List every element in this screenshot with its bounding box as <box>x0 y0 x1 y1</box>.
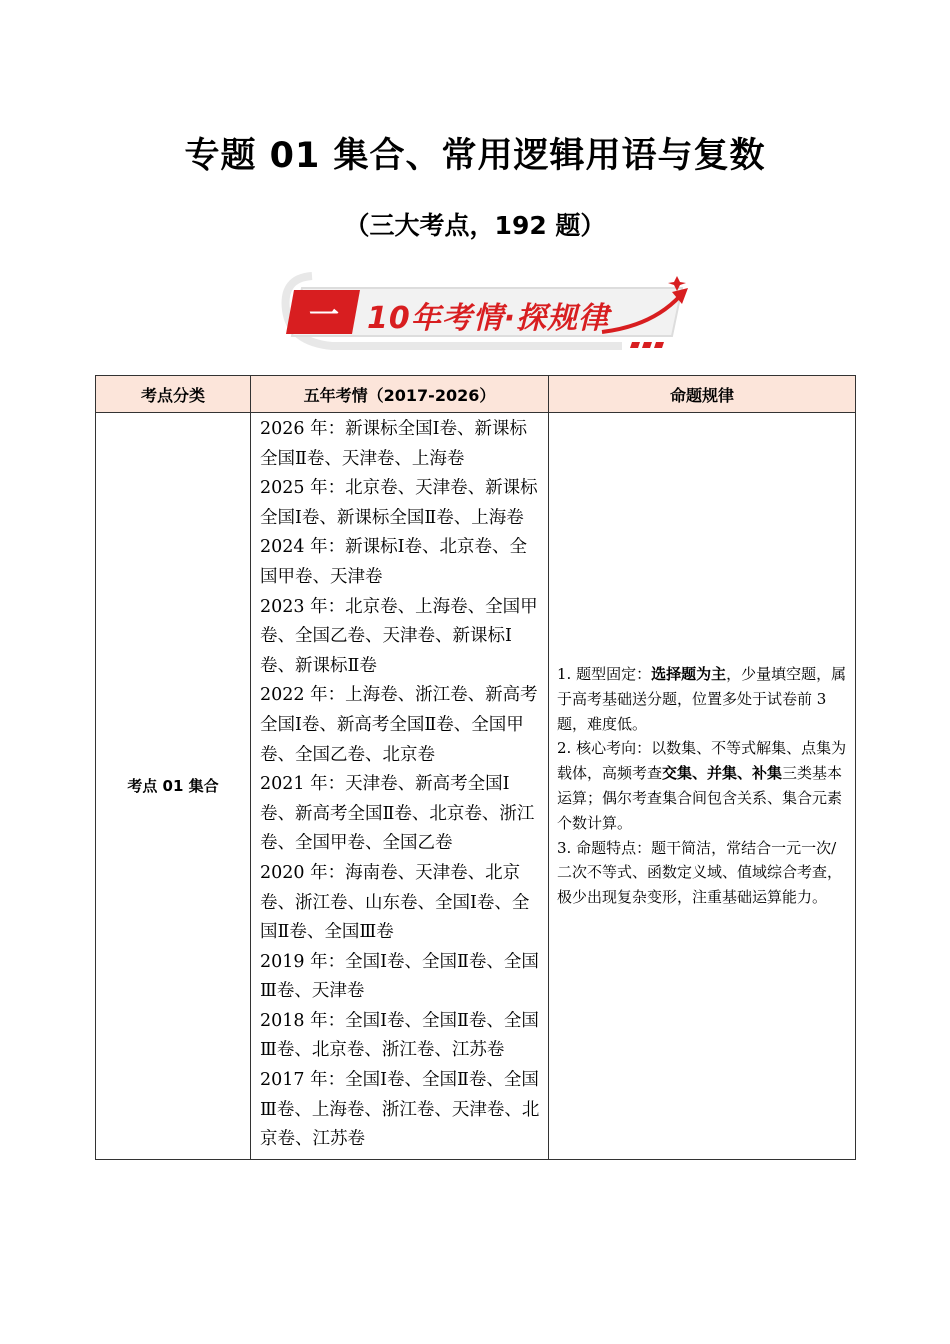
year-entry: 2019 年：全国Ⅰ卷、全国Ⅱ卷、全国Ⅲ卷、天津卷 <box>260 951 539 1002</box>
rule-point-3: 3. 命题特点：题干简洁，常结合一元一次/二次不等式、函数定义域、值域综合考查，极少出现复杂变形，注重基础运算能力。 <box>557 838 843 907</box>
table-row <box>96 413 856 1160</box>
exam-analysis-table <box>95 375 856 1160</box>
year-entry: 2025 年：北京卷、天津卷、新课标全国Ⅰ卷、新课标全国Ⅱ卷、上海卷 <box>260 478 538 528</box>
rule-point-1: 1. 题型固定：选择题为主，少量填空题，属于高考基础送分题，位置多处于试卷前 3 题，难度低。 <box>557 664 847 733</box>
rule-point-2: 2. 核心考向：以数集、不等式解集、点集为载体，高频考查交集、并集、补集三类基本运算；偶尔考查集合间包含关系、集合元素个数计算。 <box>557 739 847 832</box>
header-history: 五年考情（2017-2026） <box>251 376 549 413</box>
page-title: 专题 01 集合、常用逻辑用语与复数 <box>184 136 766 176</box>
banner-text: 10年考情·探规律 <box>367 301 610 336</box>
table-header-row <box>96 376 856 413</box>
rules-cell <box>549 413 856 1160</box>
year-entry: 2026 年：新课标全国Ⅰ卷、新课标全国Ⅱ卷、天津卷、上海卷 <box>260 419 528 469</box>
year-entry: 2024 年：新课标Ⅰ卷、北京卷、全国甲卷、天津卷 <box>260 537 528 587</box>
page-subtitle: （三大考点，192 题） <box>344 211 606 240</box>
year-entry: 2023 年：北京卷、上海卷、全国甲卷、全国乙卷、天津卷、新课标Ⅰ卷、新课标Ⅱ卷 <box>260 596 538 676</box>
year-entry: 2020 年：海南卷、天津卷、北京卷、浙江卷、山东卷、全国Ⅰ卷、全国Ⅱ卷、全国Ⅲ卷 <box>260 862 530 943</box>
year-entry: 2018 年：全国Ⅰ卷、全国Ⅱ卷、全国Ⅲ卷、北京卷、浙江卷、江苏卷 <box>260 1010 539 1061</box>
banner-number: 一 <box>309 298 339 333</box>
year-entry: 2021 年：天津卷、新高考全国Ⅰ卷、新高考全国Ⅱ卷、北京卷、浙江卷、全国甲卷、全国乙卷 <box>260 774 535 854</box>
category-cell: 考点 01 集合 <box>96 413 251 1160</box>
header-rules: 命题规律 <box>549 376 856 413</box>
year-entry: 2022 年：上海卷、浙江卷、新高考全国Ⅰ卷、新高考全国Ⅱ卷、全国甲卷、全国乙卷、北京卷 <box>260 685 538 765</box>
section-banner <box>272 266 702 354</box>
history-cell <box>251 413 549 1160</box>
year-entry: 2017 年：全国Ⅰ卷、全国Ⅱ卷、全国Ⅲ卷、上海卷、浙江卷、天津卷、北京卷、江苏卷 <box>260 1070 540 1150</box>
header-category: 考点分类 <box>96 376 251 413</box>
